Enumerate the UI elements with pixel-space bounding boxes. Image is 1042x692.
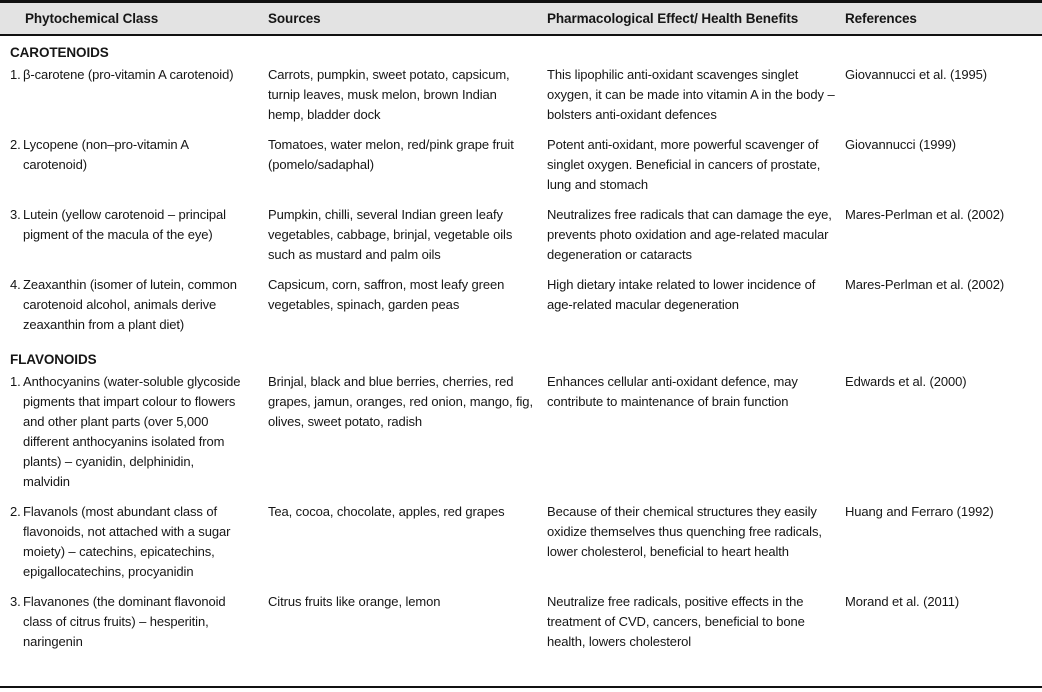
cell-phytochemical-class — [0, 372, 268, 492]
column-header-phytochemical-class: Phytochemical Class — [25, 11, 159, 26]
cell-reference: Giovannucci et al. (1995) — [845, 67, 988, 82]
phytochemical-name: Lutein (yellow carotenoid – principal pigment of the macula of the eye) — [23, 207, 226, 242]
cell-effect: Enhances cellular anti-oxidant defence, may contribute to maintenance of brain function — [547, 374, 798, 409]
cell-reference: Mares-Perlman et al. (2002) — [845, 277, 1005, 292]
row-number: 4. — [10, 277, 21, 292]
table-row-zeaxanthin — [0, 275, 1042, 335]
column-header-pharmacological-effect: Pharmacological Effect/ Health Benefits — [547, 11, 799, 26]
cell-sources: Brinjal, black and blue berries, cherries, red grapes, jamun, oranges, red onion, mango, fig, olives, sweet potato, radish — [268, 374, 533, 429]
row-number: 2. — [10, 504, 21, 519]
phytochemical-name: Flavanones (the dominant flavonoid class of citrus fruits) – hesperitin, naringenin — [23, 594, 226, 649]
cell-sources: Pumpkin, chilli, several Indian green leafy vegetables, cabbage, brinjal, vegetable oils such as mustard and palm oils — [268, 207, 513, 262]
cell-phytochemical-class — [0, 592, 268, 652]
phytochemical-name: Flavanols (most abundant class of flavonoids, not attached with a sugar moiety) – catechins, epicatechins, epigallocatechins, procyanidin — [23, 504, 231, 579]
cell-phytochemical-class — [0, 135, 268, 195]
row-number: 3. — [10, 594, 21, 609]
cell-effect: Neutralizes free radicals that can damage the eye, prevents photo oxidation and age-related macular degeneration or cataracts — [547, 207, 832, 262]
phytochemical-name: Zeaxanthin (isomer of lutein, common carotenoid alcohol, animals derive zeaxanthin from a plant diet) — [23, 277, 237, 332]
table-body — [0, 43, 1042, 652]
cell-phytochemical-class — [0, 275, 268, 335]
table-row-lutein — [0, 205, 1042, 265]
table-bottom-border — [0, 686, 1042, 688]
table-row-lycopene — [0, 135, 1042, 195]
table-row-flavanols — [0, 502, 1042, 582]
phytochemical-name: β-carotene (pro-vitamin A carotenoid) — [23, 67, 234, 82]
phytochemical-name: Anthocyanins (water-soluble glycoside pigments that impart colour to flowers and other plant parts (over 5,000 different anthocyanins isolated from plants) – cyanidin, delphinidin, malvidin — [23, 374, 241, 489]
cell-reference: Morand et al. (2011) — [845, 594, 960, 609]
table-row-flavanones — [0, 592, 1042, 652]
row-number: 1. — [10, 374, 21, 389]
cell-sources: Carrots, pumpkin, sweet potato, capsicum, turnip leaves, musk melon, brown Indian hemp, bladder dock — [268, 67, 510, 122]
cell-sources: Tomatoes, water melon, red/pink grape fruit (pomelo/sadaphal) — [268, 137, 514, 172]
cell-effect: Because of their chemical structures they easily oxidize themselves thus quenching free radicals, lower cholesterol, beneficial to heart health — [547, 504, 822, 559]
section-heading-carotenoids: CAROTENOIDS — [10, 45, 109, 60]
cell-reference: Huang and Ferraro (1992) — [845, 504, 994, 519]
phytochemical-name: Lycopene (non–pro-vitamin A carotenoid) — [23, 137, 189, 172]
cell-effect: Neutralize free radicals, positive effects in the treatment of CVD, cancers, beneficial to bone health, lowers cholesterol — [547, 594, 805, 649]
cell-effect: High dietary intake related to lower incidence of age-related macular degeneration — [547, 277, 816, 312]
table-header-row — [0, 3, 1042, 36]
section-heading-flavonoids: FLAVONOIDS — [10, 352, 97, 367]
cell-sources: Capsicum, corn, saffron, most leafy green vegetables, spinach, garden peas — [268, 277, 505, 312]
cell-effect: This lipophilic anti-oxidant scavenges singlet oxygen, it can be made into vitamin A in the body – bolsters anti-oxidant defences — [547, 67, 835, 122]
row-number: 2. — [10, 137, 21, 152]
row-number: 3. — [10, 207, 21, 222]
cell-phytochemical-class — [0, 502, 268, 582]
cell-effect: Potent anti-oxidant, more powerful scavenger of singlet oxygen. Beneficial in cancers of prostate, lung and stomach — [547, 137, 821, 192]
cell-reference: Mares-Perlman et al. (2002) — [845, 207, 1005, 222]
table-row-anthocyanins — [0, 372, 1042, 492]
cell-reference: Edwards et al. (2000) — [845, 374, 967, 389]
row-number: 1. — [10, 67, 21, 82]
table-row-beta-carotene — [0, 65, 1042, 125]
cell-sources: Citrus fruits like orange, lemon — [268, 594, 441, 609]
cell-reference: Giovannucci (1999) — [845, 137, 956, 152]
column-header-references: References — [845, 11, 917, 26]
cell-phytochemical-class — [0, 205, 268, 265]
cell-sources: Tea, cocoa, chocolate, apples, red grapes — [268, 504, 505, 519]
cell-phytochemical-class — [0, 65, 268, 125]
column-header-sources: Sources — [268, 11, 321, 26]
